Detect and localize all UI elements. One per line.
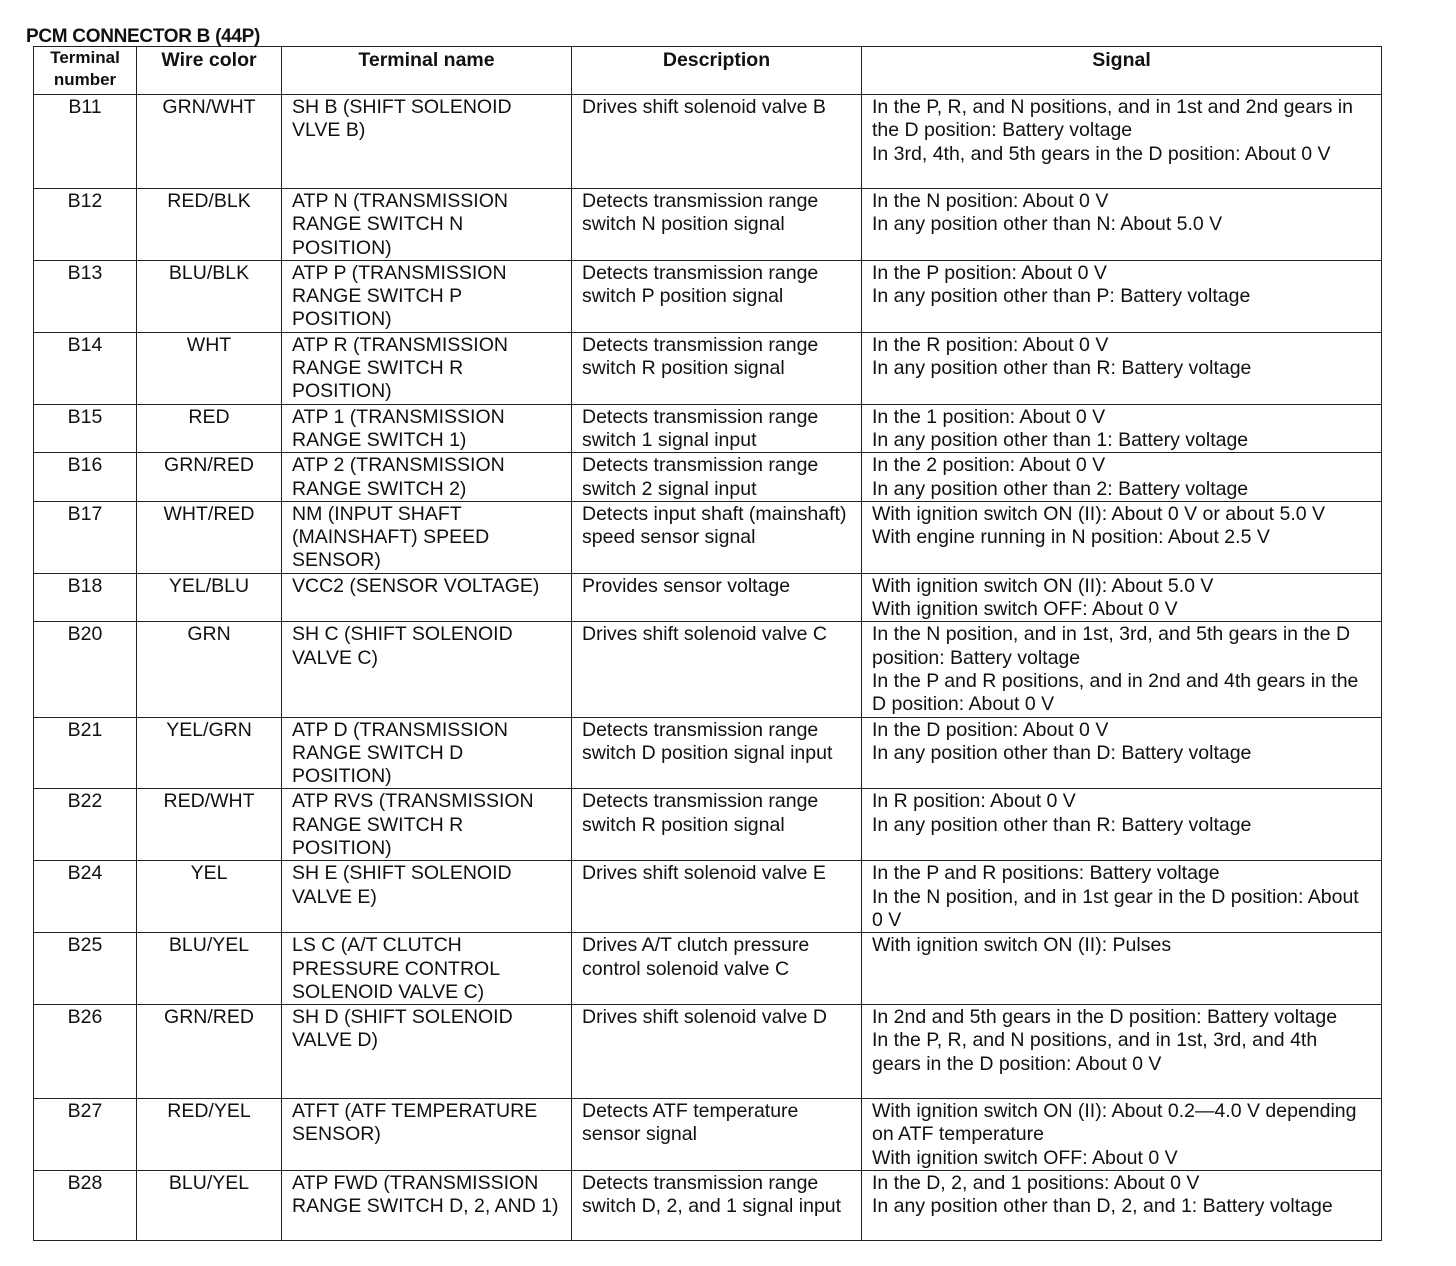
terminal-name-cell: ATP D (TRANSMISSION RANGE SWITCH D POSITION) [282, 717, 572, 789]
terminal-number-cell: B15 [34, 404, 137, 453]
wire-color-cell: YEL/GRN [137, 717, 282, 789]
wire-color-cell: GRN [137, 622, 282, 717]
description-cell: Detects ATF temperature sensor signal [572, 1099, 862, 1171]
table-row [34, 260, 1382, 332]
terminal-name-cell: ATP R (TRANSMISSION RANGE SWITCH R POSITION) [282, 332, 572, 404]
signal-line: In the P and R positions, and in 2nd and 4th gears in the D position: About 0 V [872, 669, 1359, 716]
terminal-number-cell: B11 [34, 95, 137, 189]
signal-line: In any position other than P: Battery voltage [872, 285, 1251, 308]
signal-line: With ignition switch ON (II): About 0.2—4.0 V depending on ATF temperature [872, 1100, 1357, 1146]
signal-cell [862, 189, 1382, 261]
description-cell: Detects transmission range switch R position signal [572, 789, 862, 861]
table-row [34, 717, 1382, 789]
wire-color-cell: BLU/BLK [137, 260, 282, 332]
table-row [34, 1005, 1382, 1099]
signal-cell [862, 260, 1382, 332]
signal-line: In any position other than D, 2, and 1: Battery voltage [872, 1195, 1333, 1218]
signal-line: In the R position: About 0 V [872, 333, 1109, 356]
signal-line: In 2nd and 5th gears in the D position: Battery voltage [872, 1006, 1338, 1029]
wire-color-cell: BLU/YEL [137, 933, 282, 1005]
wire-color-cell: GRN/RED [137, 1005, 282, 1099]
terminal-number-cell: B27 [34, 1099, 137, 1171]
description-cell: Drives A/T clutch pressure control solenoid valve C [572, 933, 862, 1005]
signal-line: In any position other than N: About 5.0 V [872, 213, 1223, 236]
wire-color-cell: GRN/WHT [137, 95, 282, 189]
signal-cell [862, 789, 1382, 861]
table-row [34, 453, 1382, 502]
table-row [34, 332, 1382, 404]
signal-line: With ignition switch ON (II): About 5.0 V [872, 574, 1214, 597]
terminal-name-cell: SH D (SHIFT SOLENOID VALVE D) [282, 1005, 572, 1099]
signal-cell [862, 933, 1382, 1005]
description-cell: Detects transmission range switch 1 signal input [572, 404, 862, 453]
wire-color-cell: RED/YEL [137, 1099, 282, 1171]
terminal-number-cell: B14 [34, 332, 137, 404]
terminal-name-cell: ATP 1 (TRANSMISSION RANGE SWITCH 1) [282, 404, 572, 453]
terminal-name-cell: ATP P (TRANSMISSION RANGE SWITCH P POSITION) [282, 260, 572, 332]
terminal-number-cell: B18 [34, 573, 137, 622]
signal-line: With engine running in N position: About 2.5 V [872, 526, 1270, 549]
signal-line: In any position other than R: Battery voltage [872, 357, 1252, 380]
signal-line: In the 1 position: About 0 V [872, 405, 1106, 428]
signal-line: In the 2 position: About 0 V [872, 454, 1106, 477]
header-terminal-number: Terminal number [34, 47, 137, 95]
table-header-row [34, 47, 1382, 95]
description-cell: Detects transmission range switch 2 signal input [572, 453, 862, 502]
signal-line: In the P, R, and N positions, and in 1st and 2nd gears in the D position: Battery voltage [872, 96, 1353, 142]
signal-cell [862, 332, 1382, 404]
wire-color-cell: WHT/RED [137, 501, 282, 573]
signal-cell [862, 861, 1382, 933]
wire-color-cell: GRN/RED [137, 453, 282, 502]
signal-cell [862, 1170, 1382, 1240]
table-row [34, 189, 1382, 261]
signal-line: In any position other than 2: Battery voltage [872, 477, 1249, 500]
signal-line: In the N position, and in 1st, 3rd, and 5th gears in the D position: Battery voltage [872, 623, 1351, 669]
signal-line: In the P, R, and N positions, and in 1st, 3rd, and 4th gears in the D position: About 0 V [872, 1029, 1318, 1075]
header-signal: Signal [862, 47, 1382, 95]
signal-line: In the D position: About 0 V [872, 718, 1109, 741]
signal-line: In the D, 2, and 1 positions: About 0 V [872, 1171, 1200, 1194]
wire-color-cell: RED/WHT [137, 789, 282, 861]
signal-cell [862, 573, 1382, 622]
terminal-name-cell: ATP FWD (TRANSMISSION RANGE SWITCH D, 2, AND 1) [282, 1170, 572, 1240]
description-cell: Drives shift solenoid valve D [572, 1005, 862, 1099]
table-row [34, 404, 1382, 453]
wire-color-cell: RED/BLK [137, 189, 282, 261]
signal-line: With ignition switch OFF: About 0 V [872, 1146, 1178, 1169]
wire-color-cell: YEL [137, 861, 282, 933]
description-cell: Drives shift solenoid valve C [572, 622, 862, 717]
wire-color-cell: YEL/BLU [137, 573, 282, 622]
description-cell: Detects transmission range switch D position signal input [572, 717, 862, 789]
signal-line: In any position other than D: Battery voltage [872, 741, 1252, 764]
signal-cell [862, 453, 1382, 502]
signal-cell [862, 95, 1382, 189]
connector-table [33, 46, 1382, 1241]
signal-cell [862, 404, 1382, 453]
terminal-number-cell: B25 [34, 933, 137, 1005]
terminal-number-cell: B22 [34, 789, 137, 861]
table-row [34, 1170, 1382, 1240]
terminal-name-cell: ATP RVS (TRANSMISSION RANGE SWITCH R POSITION) [282, 789, 572, 861]
table-row [34, 789, 1382, 861]
signal-line: In 3rd, 4th, and 5th gears in the D position: About 0 V [872, 142, 1331, 165]
signal-line: With ignition switch ON (II): About 0 V or about 5.0 V [872, 502, 1326, 525]
terminal-name-cell: ATP 2 (TRANSMISSION RANGE SWITCH 2) [282, 453, 572, 502]
table-row [34, 861, 1382, 933]
table-row [34, 1099, 1382, 1171]
description-cell: Detects transmission range switch P position signal [572, 260, 862, 332]
description-cell: Detects transmission range switch D, 2, and 1 signal input [572, 1170, 862, 1240]
header-description: Description [572, 47, 862, 95]
terminal-number-cell: B20 [34, 622, 137, 717]
table-row [34, 933, 1382, 1005]
terminal-number-cell: B17 [34, 501, 137, 573]
terminal-number-cell: B21 [34, 717, 137, 789]
description-cell: Detects transmission range switch N position signal [572, 189, 862, 261]
signal-line: With ignition switch OFF: About 0 V [872, 598, 1178, 621]
wire-color-cell: RED [137, 404, 282, 453]
table-row [34, 95, 1382, 189]
terminal-number-cell: B12 [34, 189, 137, 261]
terminal-name-cell: ATFT (ATF TEMPERATURE SENSOR) [282, 1099, 572, 1171]
wire-color-cell: BLU/YEL [137, 1170, 282, 1240]
signal-line: In any position other than 1: Battery voltage [872, 428, 1249, 451]
signal-line: With ignition switch ON (II): Pulses [872, 934, 1172, 957]
signal-cell [862, 622, 1382, 717]
terminal-name-cell: SH E (SHIFT SOLENOID VALVE E) [282, 861, 572, 933]
signal-line: In the N position: About 0 V [872, 190, 1109, 212]
wire-color-cell: WHT [137, 332, 282, 404]
signal-line: In R position: About 0 V [872, 790, 1076, 813]
header-terminal-name: Terminal name [282, 47, 572, 95]
terminal-number-cell: B16 [34, 453, 137, 502]
table-row [34, 501, 1382, 573]
terminal-name-cell: SH C (SHIFT SOLENOID VALVE C) [282, 622, 572, 717]
terminal-number-cell: B28 [34, 1170, 137, 1240]
description-cell: Provides sensor voltage [572, 573, 862, 622]
signal-line: In the N position, and in 1st gear in the D position: About 0 V [872, 885, 1359, 931]
terminal-name-cell: VCC2 (SENSOR VOLTAGE) [282, 573, 572, 622]
signal-cell [862, 717, 1382, 789]
description-cell: Detects input shaft (mainshaft) speed sensor signal [572, 501, 862, 573]
page-title: PCM CONNECTOR B (44P) [26, 26, 261, 47]
signal-line: In the P and R positions: Battery voltage [872, 862, 1220, 885]
terminal-name-cell: SH B (SHIFT SOLENOID VLVE B) [282, 95, 572, 189]
terminal-number-cell: B24 [34, 861, 137, 933]
terminal-number-cell: B13 [34, 260, 137, 332]
terminal-name-cell: ATP N (TRANSMISSION RANGE SWITCH N POSITION) [282, 189, 572, 261]
signal-line: In any position other than R: Battery voltage [872, 813, 1252, 836]
table-row [34, 573, 1382, 622]
signal-cell [862, 501, 1382, 573]
description-cell: Detects transmission range switch R position signal [572, 332, 862, 404]
terminal-number-cell: B26 [34, 1005, 137, 1099]
terminal-name-cell: NM (INPUT SHAFT (MAINSHAFT) SPEED SENSOR) [282, 501, 572, 573]
signal-cell [862, 1005, 1382, 1099]
header-wire-color: Wire color [137, 47, 282, 95]
signal-line: In the P position: About 0 V [872, 261, 1107, 284]
signal-cell [862, 1099, 1382, 1171]
table-row [34, 622, 1382, 717]
description-cell: Drives shift solenoid valve E [572, 861, 862, 933]
terminal-name-cell: LS C (A/T CLUTCH PRESSURE CONTROL SOLENOID VALVE C) [282, 933, 572, 1005]
description-cell: Drives shift solenoid valve B [572, 95, 862, 189]
